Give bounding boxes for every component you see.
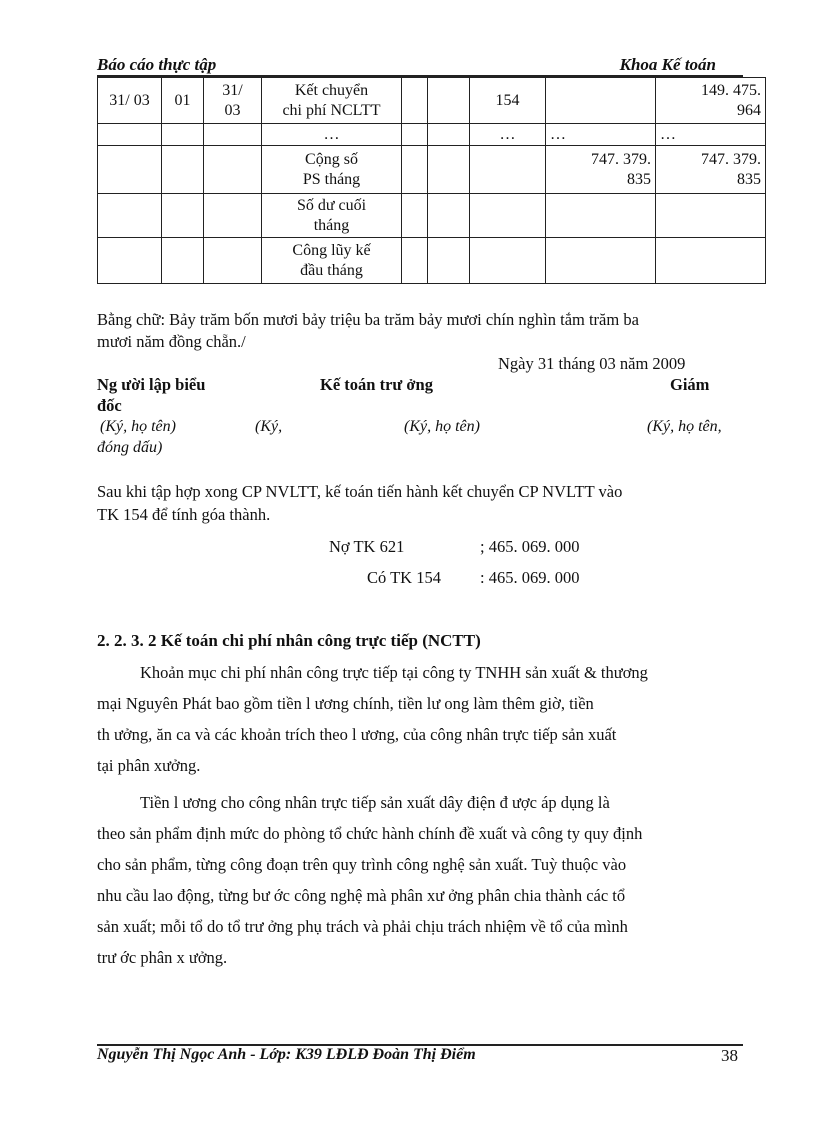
cell-empty <box>402 78 428 124</box>
credit-account: Có TK 154 <box>367 568 441 587</box>
credit-amount: : 465. 069. 000 <box>480 568 580 587</box>
cell-empty <box>402 238 428 284</box>
director-sign-note-cont: đóng dấu) <box>97 439 163 456</box>
debit-amount: ; 465. 069. 000 <box>480 537 580 556</box>
cell-credit: … <box>656 124 766 146</box>
cell-debit <box>546 238 656 284</box>
cell-account <box>470 146 546 194</box>
cell-voucher-date <box>204 146 262 194</box>
cell-empty <box>402 146 428 194</box>
paragraph-line: theo sản phẩm định mức do phòng tổ chức hành chính đề xuất và công ty quy định <box>97 824 643 843</box>
header-right: Khoa Kế toán <box>619 55 716 74</box>
cell-account <box>470 194 546 238</box>
cell-account: 154 <box>470 78 546 124</box>
cell-empty <box>428 238 470 284</box>
cell-description: Kết chuyển chi phí NCLTT <box>262 78 402 124</box>
cell-date <box>98 124 162 146</box>
cell-credit: 747. 379. 835 <box>656 146 766 194</box>
cell-debit <box>546 78 656 124</box>
cell-number <box>162 146 204 194</box>
director-title-cont: đốc <box>97 396 122 415</box>
paragraph-line: th ưởng, ăn ca và các khoản trích theo l ương, của công nhân trực tiếp sản xuất <box>97 725 617 744</box>
director-sign-note: (Ký, họ tên, <box>647 418 722 435</box>
cell-description: Số dư cuối tháng <box>262 194 402 238</box>
cell-voucher-date <box>204 238 262 284</box>
cell-number: 01 <box>162 78 204 124</box>
cell-voucher-date <box>204 194 262 238</box>
cell-account: … <box>470 124 546 146</box>
cell-debit <box>546 194 656 238</box>
cell-empty <box>402 194 428 238</box>
cell-credit: 149. 475. 964 <box>656 78 766 124</box>
amount-in-words-cont: mươi năm đồng chẵn./ <box>97 332 246 351</box>
page-number: 38 <box>721 1046 738 1065</box>
cell-description: Cộng số PS tháng <box>262 146 402 194</box>
paragraph-line: Tiền l ương cho công nhân trực tiếp sản xuất dây điện đ ược áp dụng là <box>140 793 610 812</box>
paragraph-1 <box>97 657 743 781</box>
paragraph-line: trư ớc phân x ưởng. <box>97 948 228 967</box>
transfer-text: Sau khi tập hợp xong CP NVLTT, kế toán tiến hành kết chuyển CP NVLTT vào <box>97 482 623 501</box>
cell-credit <box>656 194 766 238</box>
transfer-text-cont: TK 154 để tính góa thành. <box>97 505 271 524</box>
cell-debit: 747. 379. 835 <box>546 146 656 194</box>
cell-account <box>470 238 546 284</box>
paragraph-line: Khoản mục chi phí nhân công trực tiếp tại công ty TNHH sản xuất & thương <box>140 663 648 682</box>
table-row <box>98 146 766 194</box>
debit-account: Nợ TK 621 <box>329 537 405 556</box>
table-row <box>98 194 766 238</box>
paragraph-line: nhu cầu lao động, từng bư ớc công nghệ mà phân xư ởng phân chia thành các tổ <box>97 886 626 905</box>
cell-number <box>162 238 204 284</box>
cell-number <box>162 124 204 146</box>
accountant-sign-note-2: (Ký, họ tên) <box>404 418 480 435</box>
cell-voucher-date <box>204 124 262 146</box>
cell-date: 31/ 03 <box>98 78 162 124</box>
cell-voucher-date: 31/ 03 <box>204 78 262 124</box>
cell-description: … <box>262 124 402 146</box>
cell-empty <box>428 194 470 238</box>
cell-date <box>98 238 162 284</box>
accountant-sign-note: (Ký, <box>255 418 283 435</box>
ledger-table <box>97 77 766 284</box>
cell-empty <box>428 124 470 146</box>
cell-number <box>162 194 204 238</box>
cell-empty <box>428 78 470 124</box>
paragraph-line: mại Nguyên Phát bao gồm tiền l ương chính, tiền lư ong làm thêm giờ, tiền <box>97 694 594 713</box>
table-row <box>98 238 766 284</box>
section-title: 2. 2. 3. 2 Kế toán chi phí nhân công trực tiếp (NCTT) <box>97 631 481 650</box>
paragraph-2 <box>97 787 743 973</box>
preparer-title: Ng ười lập biểu <box>97 375 206 394</box>
table-row <box>98 78 766 124</box>
cell-empty <box>402 124 428 146</box>
cell-date <box>98 194 162 238</box>
sign-date: Ngày 31 tháng 03 năm 2009 <box>498 354 686 373</box>
cell-debit: … <box>546 124 656 146</box>
header-left: Báo cáo thực tập <box>97 55 217 74</box>
preparer-sign-note: (Ký, họ tên) <box>100 418 176 435</box>
footer-author: Nguyễn Thị Ngọc Anh - Lớp: K39 LĐLĐ Đoàn Thị Điểm <box>97 1046 476 1063</box>
amount-in-words: Bằng chữ: Bảy trăm bốn mươi bảy triệu ba trăm bảy mươi chín nghìn tắm trăm ba <box>97 310 639 329</box>
cell-date <box>98 146 162 194</box>
director-title: Giám <box>670 375 710 394</box>
chief-accountant-title: Kế toán trư ởng <box>320 375 433 394</box>
cell-empty <box>428 146 470 194</box>
cell-description: Công lũy kế đầu tháng <box>262 238 402 284</box>
cell-credit <box>656 238 766 284</box>
paragraph-line: tại phân xưởng. <box>97 756 201 775</box>
paragraph-line: cho sản phẩm, từng công đoạn trên quy trình công nghệ sản xuất. Tuỳ thuộc vào <box>97 855 627 874</box>
paragraph-line: sản xuất; mỗi tổ do tổ trư ởng phụ trách và phải chịu trách nhiệm về tổ của mình <box>97 917 628 936</box>
table-row <box>98 124 766 146</box>
